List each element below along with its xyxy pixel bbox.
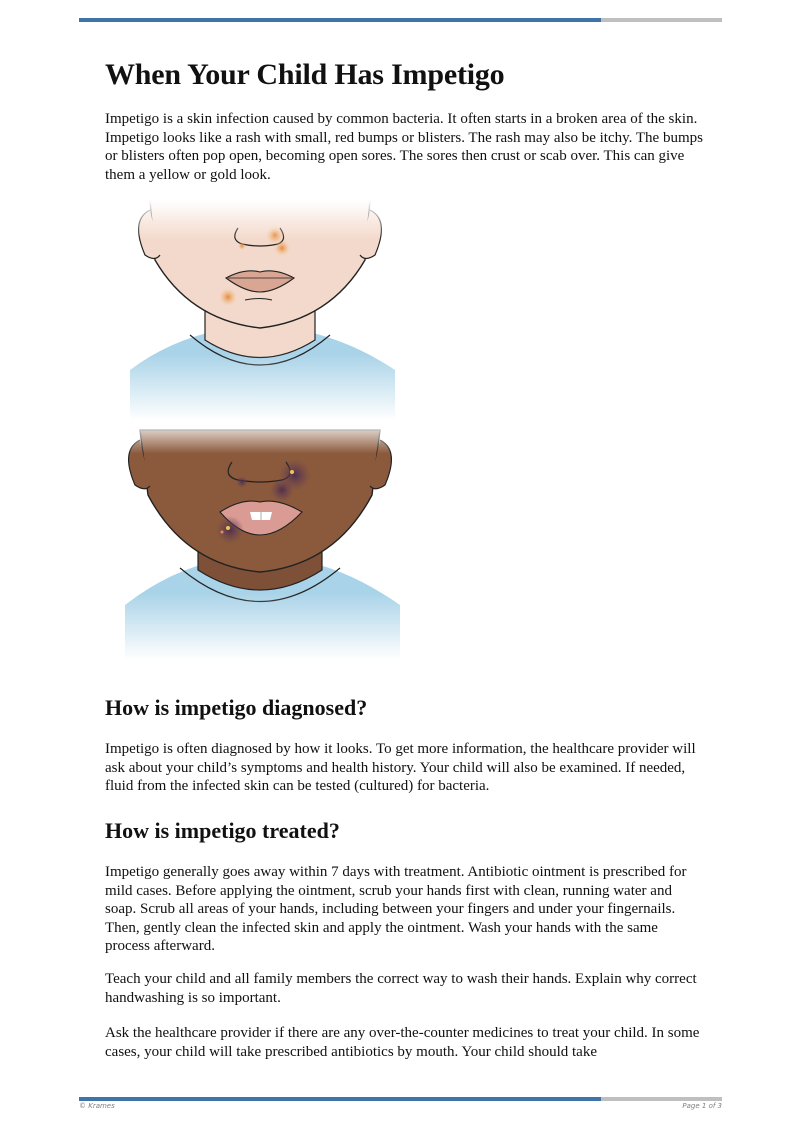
header-rule-muted — [601, 18, 722, 22]
section-paragraph-treated-2: Teach your child and all family members the correct way to wash their hands. Explain why correct handwashing is so important. — [105, 971, 697, 1006]
illustration-dark-skin — [110, 420, 410, 660]
footer-rule — [79, 1097, 722, 1101]
section-paragraph-treated-3: Ask the healthcare provider if there are any over-the-counter medicines to treat your child. In some cases, your child will take prescribed antibiotics by mouth. Your child should take — [105, 1025, 700, 1060]
footer-rule-muted — [601, 1097, 722, 1101]
header-rule — [79, 18, 722, 22]
footer-rule-accent — [79, 1097, 601, 1101]
intro-paragraph: Impetigo is a skin infection caused by common bacteria. It often starts in a broken area of the skin. Impetigo looks like a rash with small, red bumps or blisters. The rash may also be itchy. The bumps or blisters often pop open, becoming open sores. The sores then crust or scab over. This can give them a yellow or gold look. — [105, 111, 703, 183]
header-rule-accent — [79, 18, 601, 22]
intro-block — [105, 52, 705, 184]
page-title: When Your Child Has Impetigo — [105, 58, 505, 91]
section-heading-diagnosed: How is impetigo diagnosed? — [105, 695, 368, 720]
section-paragraph-treated-1: Impetigo generally goes away within 7 days with treatment. Antibiotic ointment is prescribed for mild cases. Before applying the ointment, scrub your hands first with clean, running water and soap. Scrub all areas of your hands, including between your fingers and under your fingernails. Then, gently clean the infected skin and apply the ointment. Wash your hands with the same process afterward. — [105, 864, 687, 955]
illustration-light-skin — [110, 200, 410, 420]
footer-page-number: Page 1 of 3 — [682, 1102, 722, 1110]
page-footer — [79, 1102, 722, 1110]
section-heading-treated: How is impetigo treated? — [105, 818, 340, 843]
section-paragraph-diagnosed: Impetigo is often diagnosed by how it looks. To get more information, the healthcare provider will ask about your child’s symptoms and health history. Your child will also be examined. If needed, fluid from the infected skin can be tested (cultured) for bacteria. — [105, 741, 696, 795]
footer-copyright: © Krames — [79, 1102, 115, 1110]
